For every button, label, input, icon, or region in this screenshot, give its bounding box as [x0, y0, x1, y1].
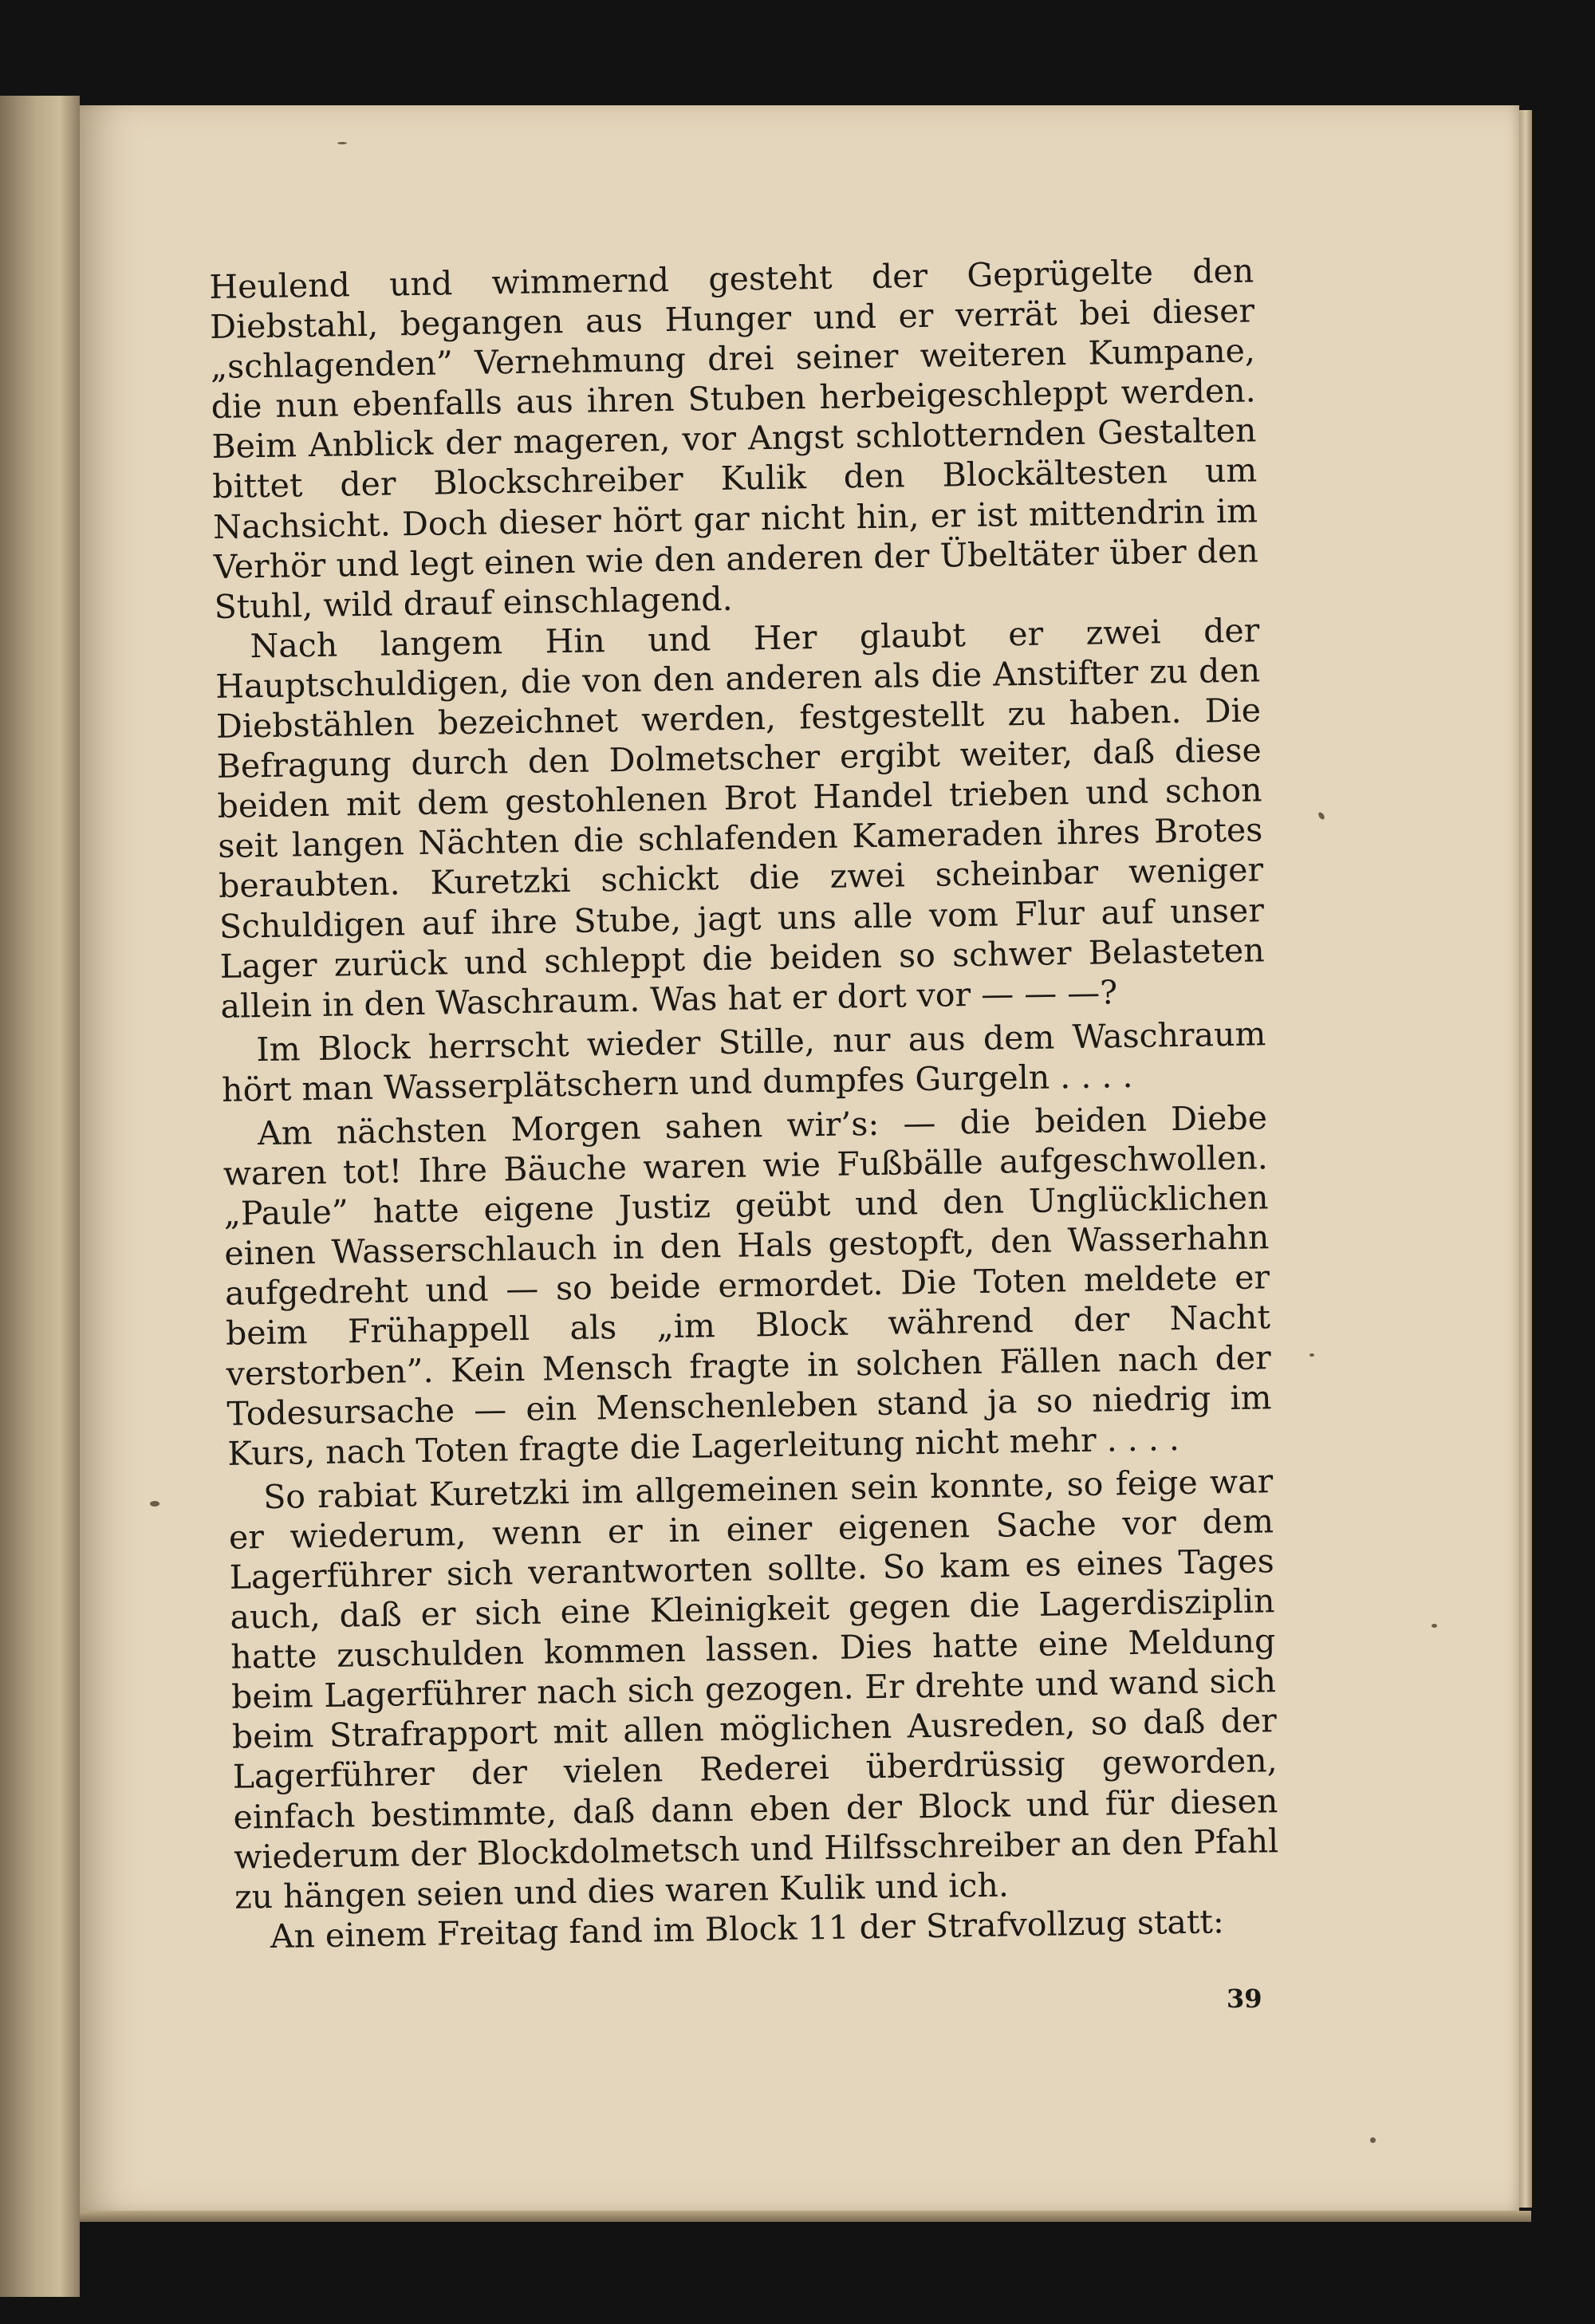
- previous-page-edge: [0, 96, 80, 2297]
- page-fore-edge: [1519, 110, 1532, 2208]
- paper-speck: [150, 1501, 160, 1507]
- page-number: 39: [1227, 1983, 1262, 2014]
- page-body-text: [209, 250, 1280, 1973]
- paragraph-4: Am nächsten Morgen sahen wir’s: — die beiden Diebe waren tot! Ihre Bäuche waren wie Fußbälle aufgeschwollen. „Paule” hatte eigene Justiz geübt und den Unglücklichen einen Wasserschlauch in den Hals gestopft, den Wasserhahn aufgedreht und — so beide ermordet. Die Toten meldete er beim Frühappell als „im Block während der Nacht verstorben”. Kein Mensch fragte in solchen Fällen nach der Todesursache — ein Menschenleben stand ja so niedrig im Kurs, nach Toten fragte die Lagerleitung nicht mehr . . . .: [223, 1098, 1272, 1473]
- paragraph-5: So rabiat Kuretzki im allgemeinen sein konnte, so feige war er wiederum, wenn er in einer eigenen Sache vor dem Lagerführer sich verantworten sollte. So kam es eines Tages auch, daß er sich eine Kleinigkeit gegen die Lagerdisziplin hatte zuschulden kommen lassen. Dies hatte eine Meldung beim Lagerführer nach sich gezogen. Er drehte und wand sich beim Strafrapport mit allen möglichen Ausreden, so daß der Lagerführer der vielen Rederei überdrüssig geworden, einfach bestimmte, daß dann eben der Block und für diesen wiederum der Blockdolmetsch und Hilfsschreiber an den Pfahl zu hängen seien und dies waren Kulik und ich.: [228, 1462, 1279, 1916]
- paragraph-1: Heulend und wimmernd gesteht der Geprügelte den Diebstahl, begangen aus Hunger und er verrät bei dieser „schlagenden” Vernehmung drei seiner weiteren Kumpane, die nun ebenfalls aus ihren Stuben herbeigeschleppt werden. Beim Anblick der mageren, vor Angst schlotternden Gestalten bittet der Blockschreiber Kulik den Blockältesten um Nachsicht. Doch dieser hört gar nicht hin, er ist mittendrin im Verhör und legt einen wie den anderen der Übeltäter über den Stuhl, wild drauf einschlagend.: [209, 251, 1259, 626]
- page-bottom-edge: [80, 2211, 1531, 2222]
- paragraph-6: An einem Freitag fand im Block 11 der Strafvollzug statt:: [270, 1902, 1225, 1956]
- paper-speck: [1432, 1624, 1437, 1628]
- paper-speck: [1370, 2137, 1376, 2143]
- paper-speck: [1309, 1353, 1314, 1357]
- paper-speck: [337, 142, 347, 144]
- paragraph-3: Im Block herrscht wieder Stille, nur aus dem Waschraum hört man Wasserplätschern und dumpfes Gurgeln . . . .: [221, 1014, 1266, 1109]
- paragraph-2: Nach langem Hin und Her glaubt er zwei der Hauptschuldigen, die von den anderen als die Anstifter zu den Diebstählen bezeichnet werden, festgestellt zu haben. Die Befragung durch den Dolmetscher ergibt weiter, daß diese beiden mit dem gestohlenen Brot Handel trieben und schon seit langen Nächten die schlafenden Kameraden ihres Brotes beraubten. Kuretzki schickt die zwei scheinbar weniger Schuldigen auf ihre Stube, jagt uns alle vom Flur auf unser Lager zurück und schleppt die beiden so schwer Belasteten allein in den Waschraum. Was hat er dort vor — — —?: [215, 611, 1265, 1026]
